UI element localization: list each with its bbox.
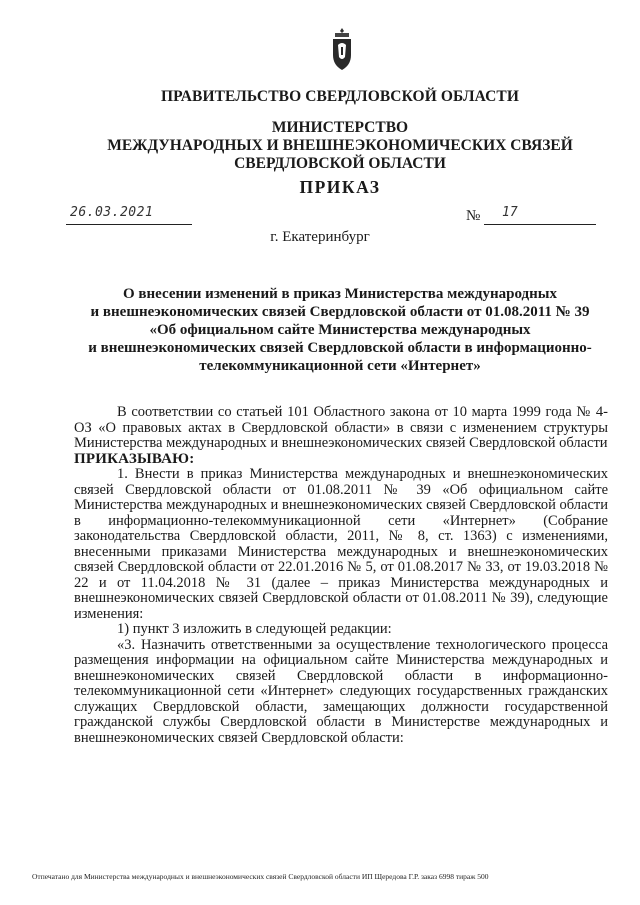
- ministry-title: [60, 119, 620, 173]
- date-underline: [66, 224, 192, 225]
- document-type: ПРИКАЗ: [299, 177, 381, 197]
- print-footer: Отпечатано для Министерства международных и внешнеэкономических связей Свердловской области ИП Щередова Г.Р. заказ 6998 тираж 500: [32, 872, 489, 881]
- order-date: 26.03.2021: [70, 205, 154, 220]
- order-body: [74, 405, 608, 746]
- ministry-line: СВЕРДЛОВСКОЙ ОБЛАСТИ: [234, 155, 446, 172]
- subitem-1-paragraph: 1) пункт 3 изложить в следующей редакции:: [117, 621, 392, 637]
- city: г. Екатеринбург: [270, 229, 370, 245]
- number-underline: [484, 224, 596, 225]
- subject-line: О внесении изменений в приказ Министерства международных: [123, 286, 557, 302]
- government-title: ПРАВИТЕЛЬСТВО СВЕРДЛОВСКОЙ ОБЛАСТИ: [160, 88, 519, 105]
- subject-line: телекоммуникационной сети «Интернет»: [199, 358, 481, 374]
- preamble-paragraph: В соответствии со статьей 101 Областного закона от 10 марта 1999 года № 4-ОЗ «О правовых актах в Свердловской области» в связи с изменением структуры Министерства международных и внешнеэкономических связей Свердловской области: [74, 404, 608, 451]
- subject-line: «Об официальном сайте Министерства международных: [149, 322, 531, 338]
- subject-line: и внешнеэкономических связей Свердловской области от 01.08.2011 № 39: [90, 304, 590, 320]
- ministry-line: МИНИСТЕРСТВО: [271, 119, 409, 136]
- ministry-line: МЕЖДУНАРОДНЫХ И ВНЕШНЕЭКОНОМИЧЕСКИХ СВЯЗЕЙ: [107, 137, 573, 154]
- subject-line: и внешнеэкономических связей Свердловской области в информационно-: [88, 340, 592, 356]
- order-number: 17: [502, 205, 518, 220]
- order-subject: [60, 285, 620, 375]
- order-word: ПРИКАЗЫВАЮ:: [74, 450, 195, 467]
- number-label: №: [466, 208, 481, 224]
- item-1-paragraph: 1. Внести в приказ Министерства международных и внешнеэкономических связей Свердловской области от 01.08.2011 № 39 «Об официальном сайте Министерства международных и внешнеэкономических связей Свердловской области в информационно-телекоммуникационной сети «Интернет» (Собрание законодательства Свердловской области, 2011, № 8, ст. 1363) с изменениями, внесенными приказами Министерства международных и внешнеэкономических связей Свердловской области от 22.01.2016 № 5, от 01.08.2017 № 33, от 19.03.2018 № 22 и от 11.04.2018 № 31 (далее – приказ Министерства международных и внешнеэкономических связей Свердловской области от 01.08.2011 № 39), следующие изменения:: [74, 466, 608, 622]
- coat-of-arms-icon: [329, 27, 355, 71]
- quoted-paragraph: «3. Назначить ответственными за осуществление технологического процесса размещения информации на официальном сайте Министерства международных и внешнеэкономических связей Свердловской области в информационно-телекоммуникационной сети «Интернет» следующих государственных гражданских служащих Свердловской области, замещающих должности государственной гражданской службы Свердловской области в Министерстве международных и внешнеэкономических связей Свердловской области:: [74, 636, 608, 746]
